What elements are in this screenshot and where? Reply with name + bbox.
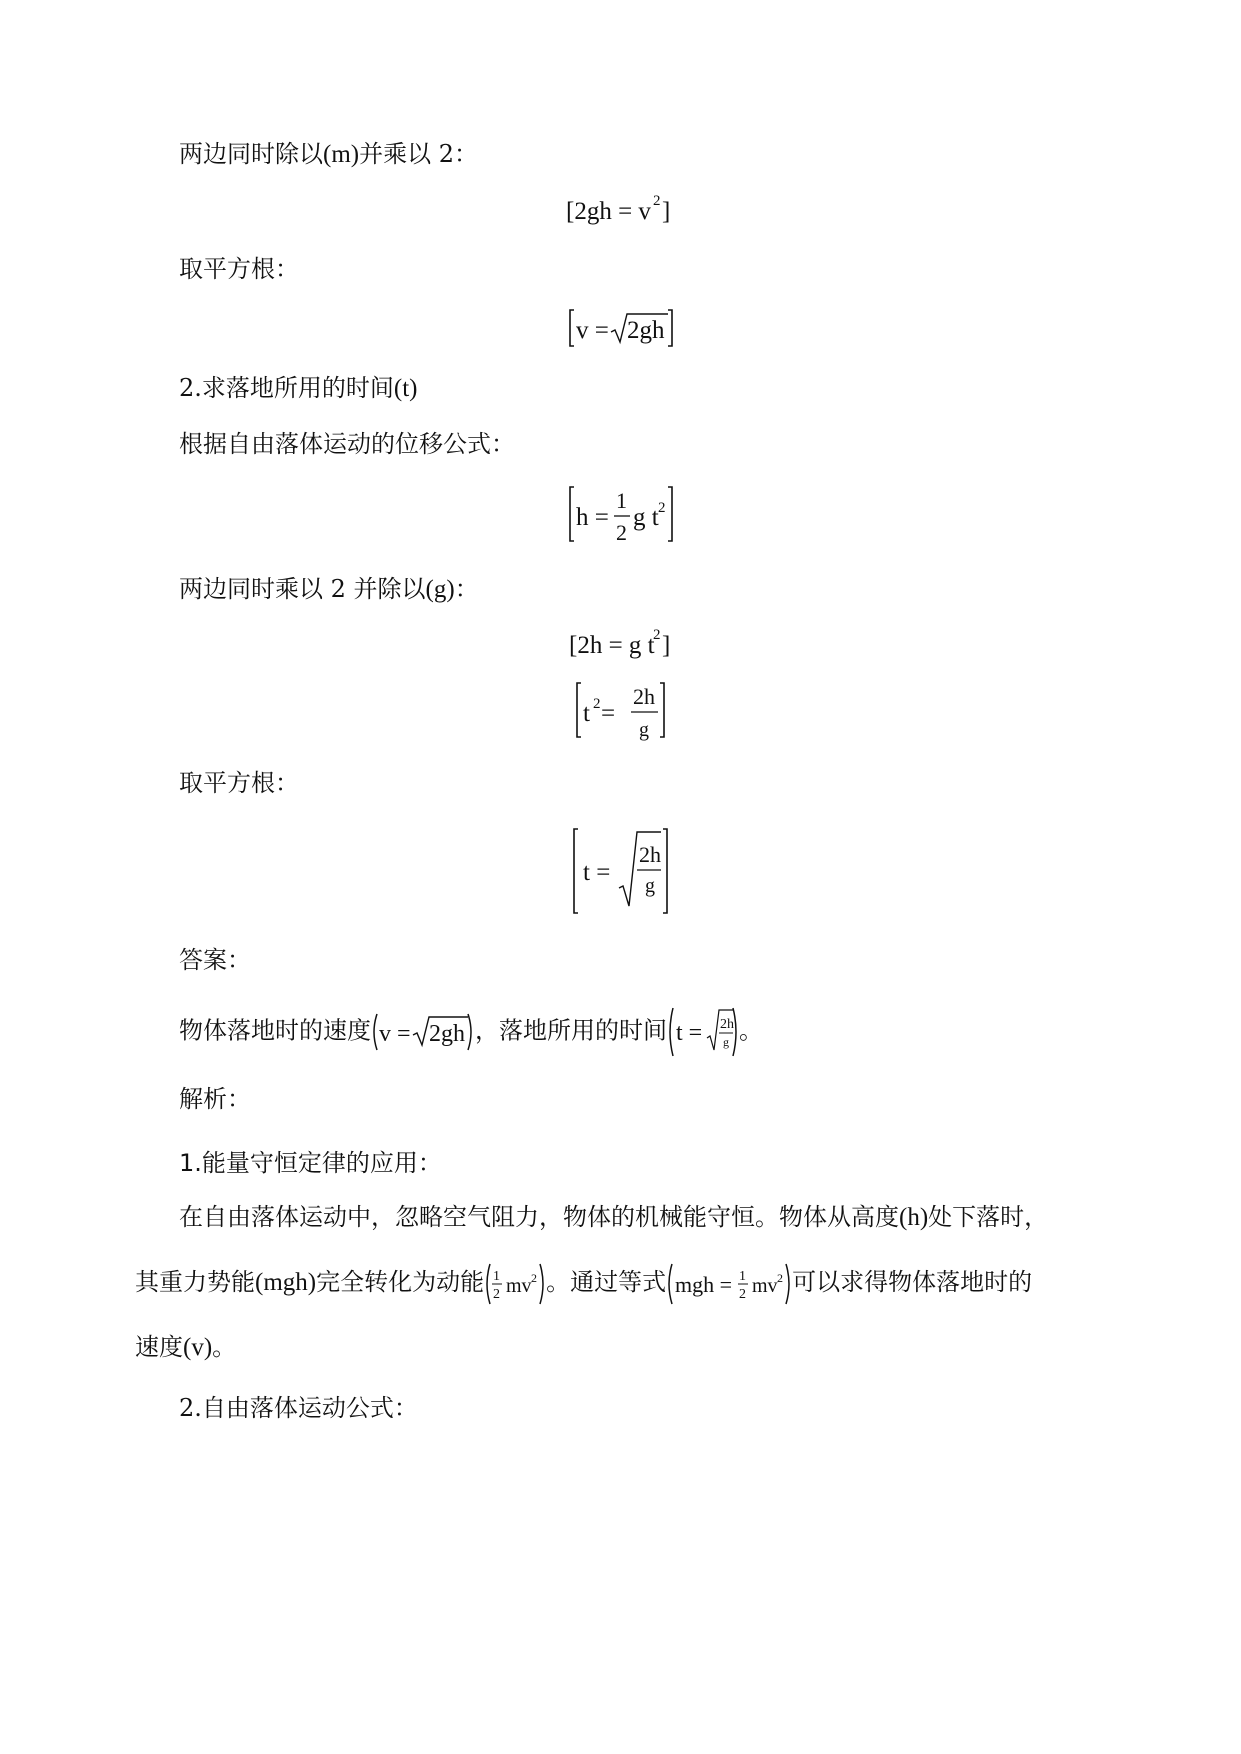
equation-svg	[576, 680, 666, 742]
left-bracket	[570, 310, 574, 346]
text-line-energy-heading	[179, 1147, 442, 1179]
eq-text: t =	[582, 859, 610, 886]
formula-denominator: 2	[493, 1286, 501, 1302]
text-line-paragraph-2	[135, 1258, 1032, 1307]
formula-radicand: 2gh	[429, 1021, 465, 1047]
inline-formula-t	[667, 1006, 739, 1058]
var-g: (g)	[425, 576, 455, 603]
left-paren	[669, 1264, 672, 1304]
text-line-paragraph-3	[135, 1331, 236, 1364]
left-bracket	[574, 829, 578, 913]
text-fragment: 两边同时除以	[179, 140, 323, 168]
inline-formula-svg	[371, 1012, 475, 1052]
text-line-answer-statement	[179, 1006, 763, 1058]
text-fragment: 取平方根：	[179, 769, 299, 797]
left-bracket	[577, 683, 581, 737]
text-fragment: 答案：	[179, 946, 251, 974]
formula-text: t =	[676, 1020, 703, 1046]
eq-text: [2h = g t	[568, 632, 655, 659]
equation-svg	[569, 484, 673, 546]
inline-formula-svg	[667, 1006, 739, 1058]
equation-2h-gt2	[0, 624, 1241, 664]
right-bracket	[663, 829, 667, 913]
eq-text: [2gh = v	[565, 198, 651, 225]
text-line-paragraph-1	[179, 1201, 1048, 1234]
text-fragment: 。	[739, 1016, 763, 1045]
formula-numerator: 2h	[720, 1017, 734, 1032]
text-fragment: 根据自由落体运动的位移公式：	[179, 430, 515, 458]
equation-v-sqrt-2gh	[0, 308, 1241, 348]
eq-text: h =	[575, 504, 609, 531]
eq-denominator: g	[638, 719, 649, 741]
equation-svg	[569, 624, 673, 664]
eq-numerator: 2h	[638, 842, 661, 867]
text-fragment: 其重力势能	[135, 1268, 255, 1296]
right-paren	[786, 1264, 789, 1304]
eq-numerator: 1	[615, 488, 627, 513]
equation-t2-2h-over-g	[0, 680, 1241, 742]
formula-text: v =	[379, 1021, 411, 1047]
formula-denominator: g	[723, 1035, 729, 1049]
left-paren	[670, 1008, 673, 1056]
var-m: (m)	[323, 141, 360, 168]
var-h: (h)	[899, 1204, 929, 1231]
eq-superscript: 2	[657, 500, 665, 516]
text-fragment: 物体落地时的速度	[179, 1016, 371, 1045]
text-fragment: 解析：	[179, 1085, 251, 1113]
text-fragment: 两边同时乘以 2 并除以	[179, 575, 426, 603]
left-paren	[487, 1264, 490, 1304]
formula-superscript: 2	[777, 1270, 784, 1285]
formula-text: mgh =	[675, 1271, 733, 1297]
formula-denominator: 2	[739, 1286, 747, 1302]
right-bracket	[660, 683, 664, 737]
right-bracket	[668, 310, 672, 346]
text-fragment: 1.能量守恒定律的应用：	[179, 1149, 442, 1177]
eq-superscript: 2	[592, 696, 600, 712]
eq-superscript: 2	[652, 193, 660, 209]
inline-formula-v	[371, 1012, 475, 1052]
right-paren	[468, 1014, 471, 1050]
text-fragment: 。通过等式	[546, 1268, 667, 1296]
eq-superscript: 2	[652, 627, 660, 643]
left-paren	[374, 1014, 377, 1050]
var-mgh: (mgh)	[255, 1269, 317, 1296]
right-bracket	[668, 487, 672, 541]
right-paren	[540, 1264, 543, 1304]
eq-bracket: ]	[661, 632, 670, 659]
eq-text: g t	[632, 504, 659, 531]
text-fragment: 可以求得物体落地时的	[792, 1268, 1033, 1296]
text-fragment: ：	[454, 575, 479, 603]
eq-denominator: g	[644, 875, 655, 897]
text-line-sqrt-2	[179, 767, 299, 799]
text-line-displacement	[179, 428, 515, 460]
text-line-multiply-2	[179, 573, 479, 606]
inline-formula-kinetic	[484, 1262, 546, 1306]
right-paren	[733, 1008, 736, 1056]
inline-formula-energy-equation	[666, 1262, 792, 1306]
formula-numerator: 1	[493, 1268, 501, 1284]
equation-2gh-v2	[0, 190, 1241, 230]
var-v: (v)	[183, 1334, 213, 1361]
eq-text: v =	[575, 317, 609, 344]
text-line-divide-m	[179, 138, 478, 171]
eq-numerator: 2h	[632, 684, 655, 709]
text-line-heading-time	[179, 372, 418, 405]
equation-svg	[566, 190, 676, 230]
text-fragment: 取平方根：	[179, 255, 299, 283]
text-fragment: 。	[212, 1333, 237, 1361]
equation-t-sqrt-2h-over-g	[0, 826, 1241, 918]
formula-numerator: 1	[739, 1268, 747, 1284]
text-fragment: 完全转化为动能	[316, 1268, 485, 1296]
formula-superscript: 2	[531, 1270, 538, 1285]
equation-svg	[573, 826, 669, 918]
eq-bracket: ]	[661, 198, 670, 225]
text-line-freefall-heading	[179, 1392, 418, 1424]
text-line-sqrt	[179, 253, 299, 285]
eq-text: =	[600, 700, 615, 727]
text-fragment: 在自由落体运动中，忽略空气阻力，物体的机械能守恒。物体从高度	[179, 1203, 899, 1231]
text-fragment: 处下落时，	[928, 1203, 1049, 1231]
var-t: (t)	[393, 375, 418, 402]
equation-h-half-gt2	[0, 484, 1241, 546]
formula-text: mv	[752, 1274, 778, 1297]
text-fragment: 2.自由落体运动公式：	[179, 1394, 418, 1422]
text-line-answer	[179, 944, 251, 976]
text-fragment: 并乘以 2：	[359, 140, 479, 168]
equation-svg	[569, 308, 673, 348]
inline-formula-svg	[666, 1262, 792, 1306]
eq-denominator: 2	[615, 520, 627, 545]
inline-formula-svg	[484, 1262, 546, 1306]
left-bracket	[570, 487, 574, 541]
text-fragment: ，落地所用的时间	[475, 1016, 667, 1045]
text-fragment: 2.求落地所用的时间	[179, 374, 394, 402]
eq-radicand: 2gh	[626, 317, 664, 344]
formula-text: mv	[506, 1274, 532, 1297]
text-fragment: 速度	[135, 1333, 183, 1361]
eq-text: t	[582, 700, 590, 727]
text-line-analysis	[179, 1083, 251, 1115]
